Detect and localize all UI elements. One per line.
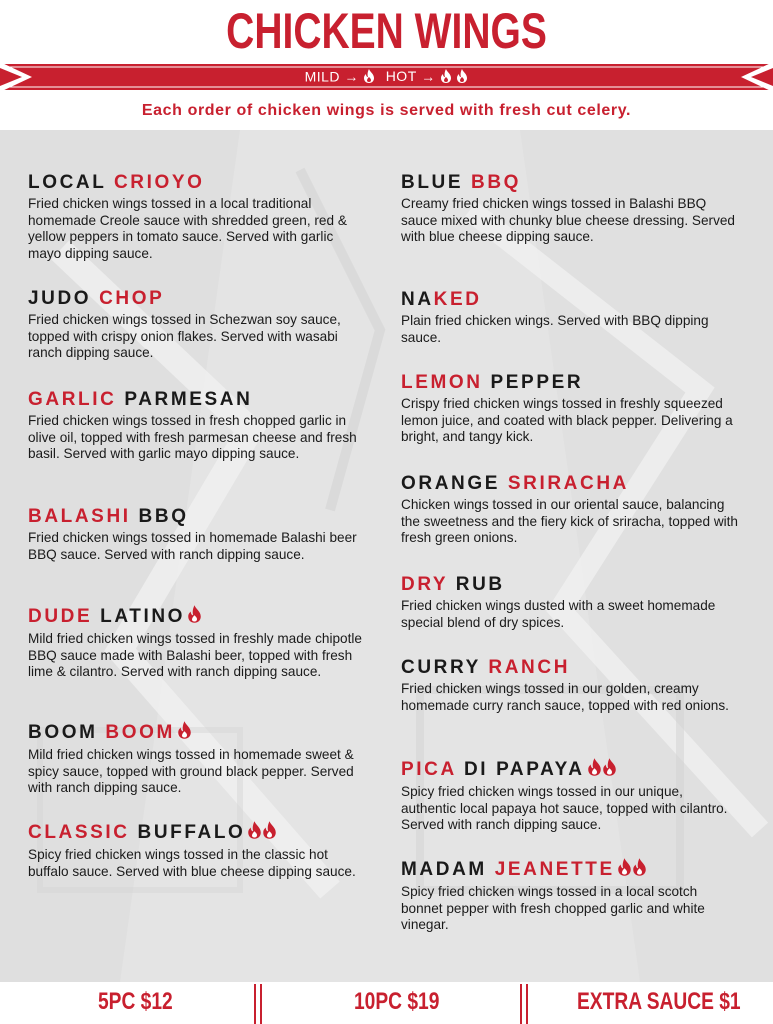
item-description: Plain fried chicken wings. Served with BBQ dipping sauce. [401,313,709,345]
menu-title: CHICKEN WINGS [226,3,547,59]
flame-icon [363,69,375,83]
flame-icon [587,758,602,776]
menu-item-dude-latino [28,605,368,681]
item-description: Chicken wings tossed in our oriental sauce, balancing the sweetness and the fiery kick of sriracha, topped with fresh green onions. [401,497,738,545]
item-name-accent: CRIOYO [113,172,205,193]
divider [260,984,262,1024]
item-description: Fried chicken wings tossed in fresh chopped garlic in olive oil, topped with fresh parmesan cheese and fresh basil. Served with garlic mayo dipping sauce. [28,413,357,461]
item-name-accent: JEANETTE [494,859,615,880]
item-description: Fried chicken wings dusted with a sweet homemade special blend of dry spices. [401,598,716,630]
flame-icon [632,858,647,876]
heat-hot-label: HOT [385,68,417,85]
item-name-primary: MADAM [401,859,487,880]
flame-icon [177,721,192,739]
menu-item-blue-bbq [401,172,741,246]
menu-item-madam-jeanette [401,858,741,934]
flame-icon [187,605,202,623]
item-name-accent: RANCH [488,657,571,678]
item-description: Spicy fried chicken wings tossed in a local scotch bonnet pepper with fresh chopped garlic and white vinegar. [401,884,705,932]
item-name-accent: SRIRACHA [507,473,629,494]
heat-mild-label: MILD [304,68,341,85]
pricing-footer [0,982,773,1024]
arrow-right-icon: → [421,68,436,85]
item-name-primary: BOOM [28,722,98,743]
menu-item-balashi-bbq [28,506,368,563]
flame-icon [247,821,262,839]
menu-subtitle: Each order of chicken wings is served with fresh cut celery. [141,102,632,119]
item-description: Spicy fried chicken wings tossed in our unique, authentic local papaya hot sauce, topped with cilantro. Served with ranch dipping sauce. [401,784,728,832]
menu-item-dry-rub [401,574,741,631]
item-description: Fried chicken wings tossed in a local traditional homemade Creole sauce with shredded green, red & yellow peppers in tomato sauce. Served with garlic mayo dipping sauce. [28,196,347,261]
item-name-primary: CURRY [401,657,481,678]
item-name-accent: CHOP [99,288,165,309]
item-name-primary: BBQ [138,506,189,527]
menu-item-orange-sriracha [401,473,741,547]
divider [526,984,528,1024]
menu-item-boom-boom [28,721,368,797]
item-name-accent: BALASHI [28,506,131,527]
item-name-accent: GARLIC [28,389,117,410]
item-name-accent: PICA [401,759,457,780]
item-name-accent: BBQ [471,172,522,193]
item-description: Mild fried chicken wings tossed in homemade sweet & spicy sauce, topped with ground black pepper. Served with ranch dipping sauce. [28,747,354,795]
item-name-primary: BUFFALO [137,822,246,843]
divider [520,984,522,1024]
menu-item-curry-ranch [401,657,741,714]
item-name-accent: CLASSIC [28,822,130,843]
item-name-primary: BLUE [401,172,464,193]
item-name-primary: PEPPER [490,372,584,393]
item-name-primary: PARMESAN [124,389,253,410]
flame-icon [456,69,468,83]
item-description: Mild fried chicken wings tossed in freshly made chipotle BBQ sauce made with Balashi beer, topped with fresh lime & cilantro. Served with ranch dipping sauce. [28,631,362,679]
flame-icon [617,858,632,876]
item-name-accent: KED [433,289,482,310]
menu-item-lemon-pepper [401,372,741,446]
flame-icon [262,821,277,839]
item-name-primary: JUDO [28,288,92,309]
item-name-primary: LOCAL [28,172,107,193]
price-5pc: 5PC $12 [98,988,173,1015]
menu-item-pica-di-papaya [401,758,741,834]
menu-item-garlic-parmesan [28,389,368,463]
item-name-accent: DUDE [28,606,93,627]
heat-scale [0,67,773,84]
menu-item-judo-chop [28,288,368,362]
arrow-right-icon: → [344,68,359,85]
item-description: Creamy fried chicken wings tossed in Balashi BBQ sauce mixed with chunky blue cheese dressing. Served with blue cheese dipping sauce. [401,196,735,244]
item-name-primary: ORANGE [401,473,500,494]
menu-item-classic-buffalo [28,821,368,880]
item-name-primary: DI PAPAYA [463,759,585,780]
menu-item-naked [401,289,741,346]
divider [254,984,256,1024]
item-description: Spicy fried chicken wings tossed in the classic hot buffalo sauce. Served with blue cheese dipping sauce. [28,847,356,879]
item-name-primary: LATINO [100,606,186,627]
item-description: Crispy fried chicken wings tossed in freshly squeezed lemon juice, and coated with black pepper. Delivering a bright, and tangy kick. [401,396,733,444]
item-description: Fried chicken wings tossed in Schezwan soy sauce, topped with crispy onion flakes. Served with wasabi ranch dipping sauce. [28,312,341,360]
item-name-accent: DRY [401,574,448,595]
menu-item-local-crioyo [28,172,368,262]
item-description: Fried chicken wings tossed in homemade Balashi beer BBQ sauce. Served with ranch dipping sauce. [28,530,357,562]
item-name-primary: NA [401,289,434,310]
flame-icon [602,758,617,776]
item-name-accent: LEMON [401,372,483,393]
item-name-accent: BOOM [105,722,175,743]
price-10pc: 10PC $19 [354,988,440,1015]
item-description: Fried chicken wings tossed in our golden, creamy homemade curry ranch sauce, topped with red onions. [401,681,729,713]
flame-icon [440,69,452,83]
price-extra-sauce: EXTRA SAUCE $1 [577,988,741,1015]
item-name-primary: RUB [455,574,505,595]
